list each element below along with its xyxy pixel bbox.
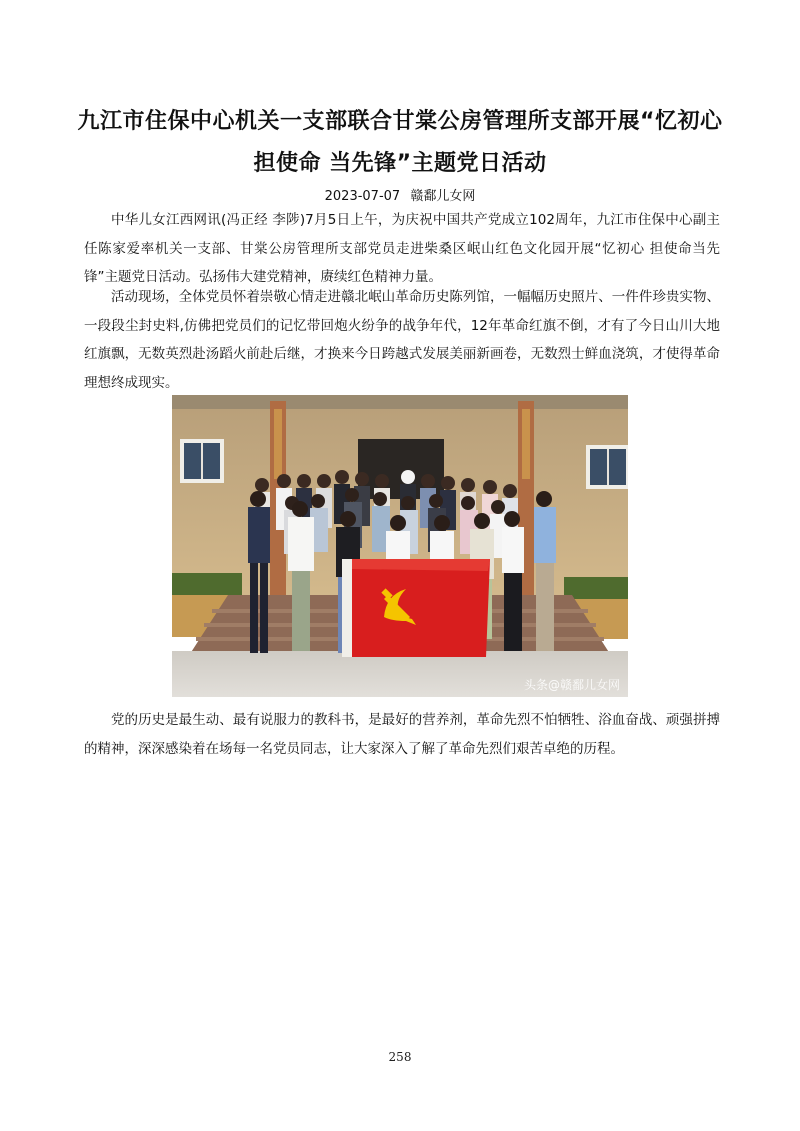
article-source: 赣鄱儿女网 xyxy=(410,189,476,204)
article-paragraph-2: 活动现场，全体党员怀着崇敬心情走进赣北岷山革命历史陈列馆，一幅幅历史照片、一件件珍贵实物、一段段尘封史料,仿佛把党员们的记忆带回炮火纷争的战争年代，12年革命红旗不倒，才有了今日山川大地红旗飘，无数英烈赴汤蹈火前赴后继，才换来今日跨越式发展美丽新画卷，无数烈士鲜血浇筑，才使得革命理想终成现实。 xyxy=(84,289,720,391)
party-flag xyxy=(342,559,490,657)
ceiling xyxy=(172,395,628,409)
article-meta xyxy=(0,185,800,204)
group-photo xyxy=(172,395,628,697)
photo-watermark: 头条@赣鄱儿女网 xyxy=(523,678,620,692)
article-paragraph-3: 党的历史是最生动、最有说服力的教科书，是最好的营养剂，革命先烈不怕牺牲、浴血奋战、顽强拼搏的精神，深深感染着在场每一名党员同志，让大家深入了解了革命先烈们艰苦卓绝的历程。 xyxy=(84,712,720,757)
group-photo-illustration xyxy=(172,395,628,697)
article-title-line-2: 担使命 当先锋”主题党日活动 xyxy=(253,151,547,176)
article-title-line-1: 九江市住保中心机关一支部联合甘棠公房管理所支部开展“忆初心 xyxy=(77,109,723,134)
page-number: 258 xyxy=(388,1050,412,1064)
article-paragraph-1: 中华儿女江西网讯(冯正经 李陟)7月5日上午，为庆祝中国共产党成立102周年，九江市住保中心副主任陈家爱率机关一支部、甘棠公房管理所支部党员走进柴桑区岷山红色文化园开展“忆初心 担使命当先锋”主题党日活动。弘扬伟大建党精神，赓续红色精神力量。 xyxy=(84,212,720,285)
planter-right xyxy=(564,577,628,601)
article-date: 2023-07-07 xyxy=(324,189,401,204)
